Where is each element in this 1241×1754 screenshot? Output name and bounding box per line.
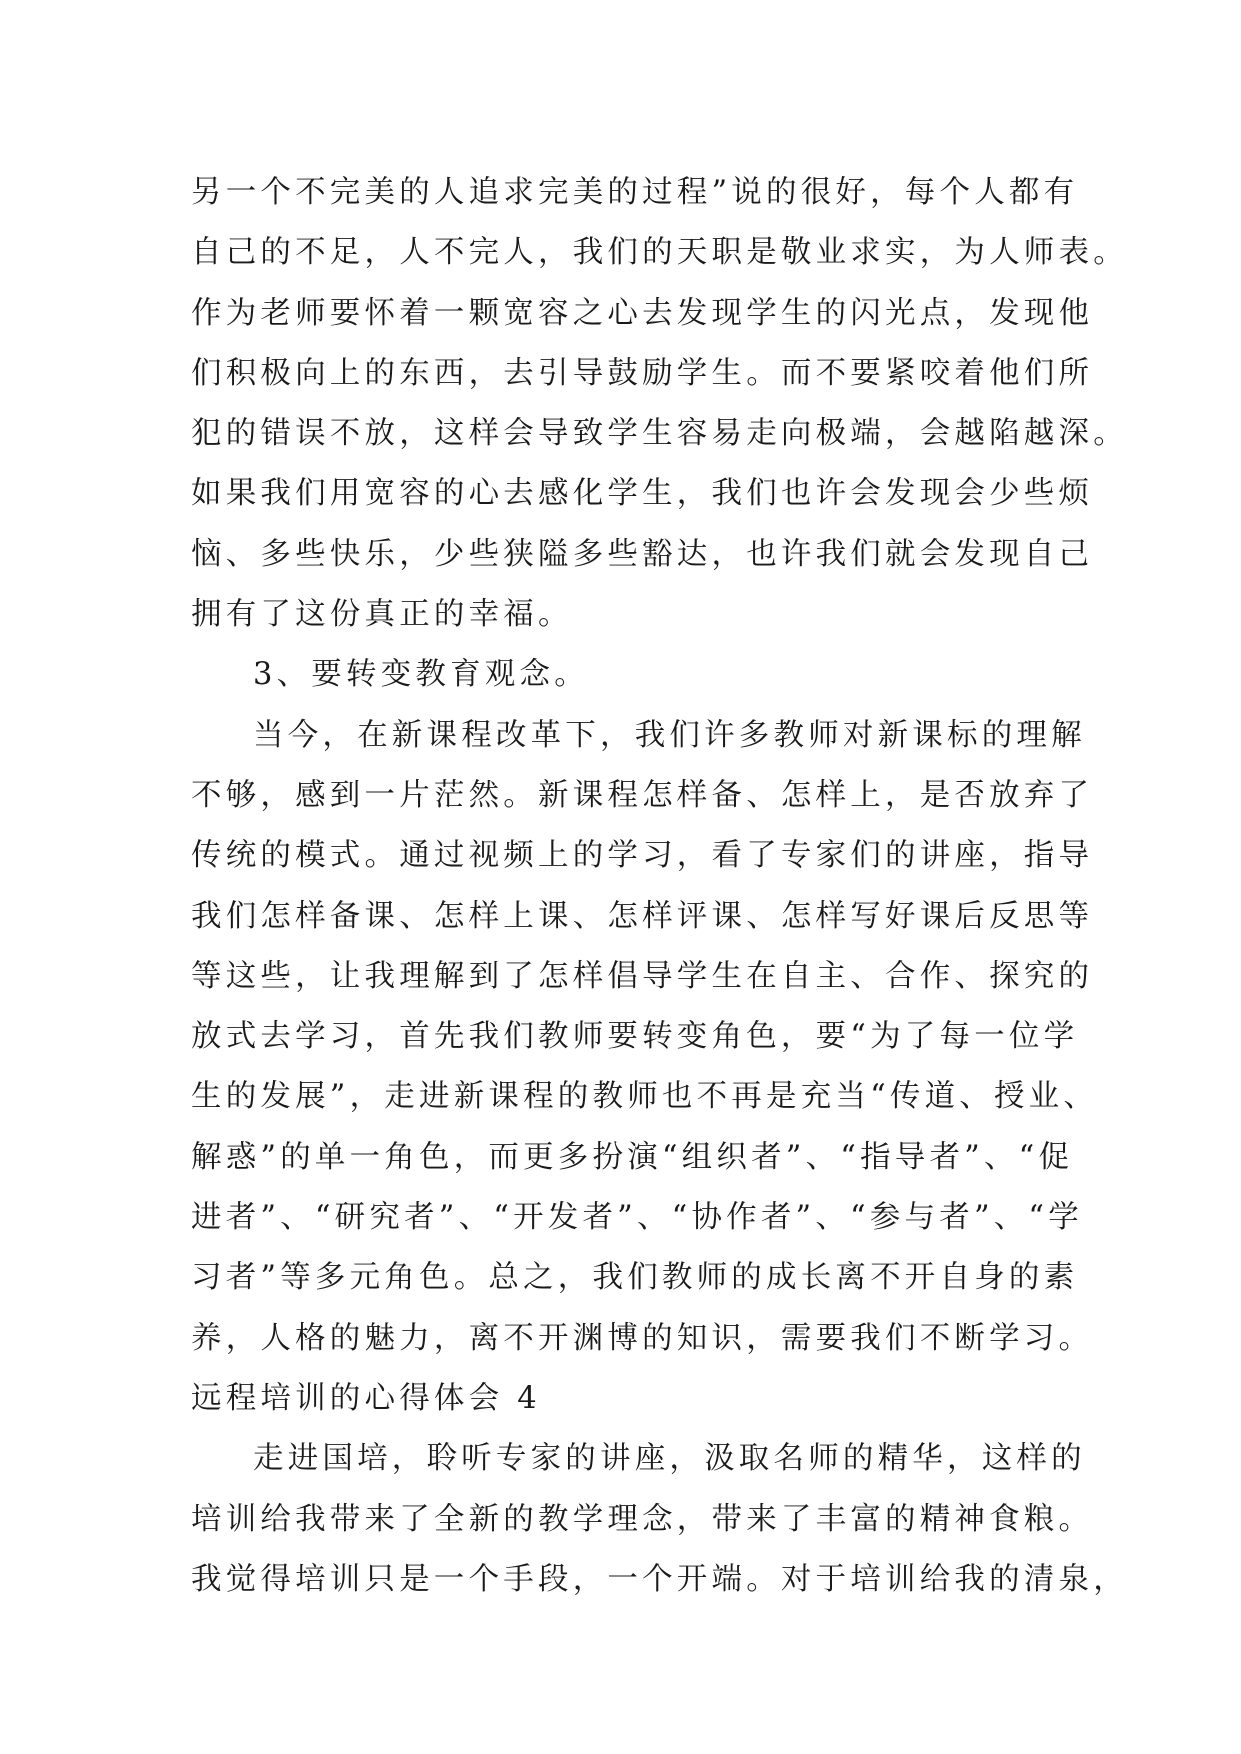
text-line: 犯的错误不放，这样会导致学生容易走向极端，会越陷越深。 xyxy=(191,416,1128,452)
text-line: 培训给我带来了全新的教学理念，带来了丰富的精神食粮。 xyxy=(191,1501,1094,1537)
paragraph-start-line: 走进国培，聆听专家的讲座，汲取名师的精华，这样的 xyxy=(253,1441,1086,1477)
paragraph-start-line: 当今，在新课程改革下，我们许多教师对新课标的理解 xyxy=(253,717,1086,753)
text-line: 我觉得培训只是一个手段，一个开端。对于培训给我的清泉， xyxy=(191,1561,1128,1597)
document-body xyxy=(191,163,1128,1610)
text-line: 等这些，让我理解到了怎样倡导学生在自主、合作、探究的 xyxy=(191,958,1094,994)
text-line: 恼、多些快乐，少些狭隘多些豁达，也许我们就会发现自己 xyxy=(191,536,1094,572)
text-line: 作为老师要怀着一颗宽容之心去发现学生的闪光点，发现他 xyxy=(191,295,1094,331)
text-line: 如果我们用宽容的心去感化学生，我们也许会发现会少些烦 xyxy=(191,476,1094,512)
article-title: 远程培训的心得体会 4 xyxy=(191,1380,541,1416)
text-line: 我们怎样备课、怎样上课、怎样评课、怎样写好课后反思等 xyxy=(191,898,1094,934)
text-line: 不够，感到一片茫然。新课程怎样备、怎样上，是否放弃了 xyxy=(191,777,1094,813)
text-line: 进者”、“研究者”、“开发者”、“协作者”、“参与者”、“学 xyxy=(191,1200,1083,1236)
text-line: 拥有了这份真正的幸福。 xyxy=(191,597,573,633)
text-line: 放式去学习，首先我们教师要转变角色，要“为了每一位学 xyxy=(191,1019,1079,1055)
text-line: 生的发展”，走进新课程的教师也不再是充当“传道、授业、 xyxy=(191,1079,1099,1115)
text-line: 们积极向上的东西，去引导鼓励学生。而不要紧咬着他们所 xyxy=(191,355,1094,391)
text-line: 解惑”的单一角色，而更多扮演“组织者”、“指导者”、“促 xyxy=(191,1139,1074,1175)
section-heading: 3、要转变教育观念。 xyxy=(253,657,589,693)
text-line: 自己的不足，人不完人，我们的天职是敬业求实，为人师表。 xyxy=(191,235,1128,271)
text-line: 另一个不完美的人追求完美的过程”说的很好，每个人都有 xyxy=(191,175,1079,210)
text-line: 传统的模式。通过视频上的学习，看了专家们的讲座，指导 xyxy=(191,838,1094,874)
text-line: 习者”等多元角色。总之，我们教师的成长离不开自身的素 xyxy=(191,1260,1079,1296)
text-line: 养，人格的魅力，离不开渊博的知识，需要我们不断学习。 xyxy=(191,1320,1094,1356)
